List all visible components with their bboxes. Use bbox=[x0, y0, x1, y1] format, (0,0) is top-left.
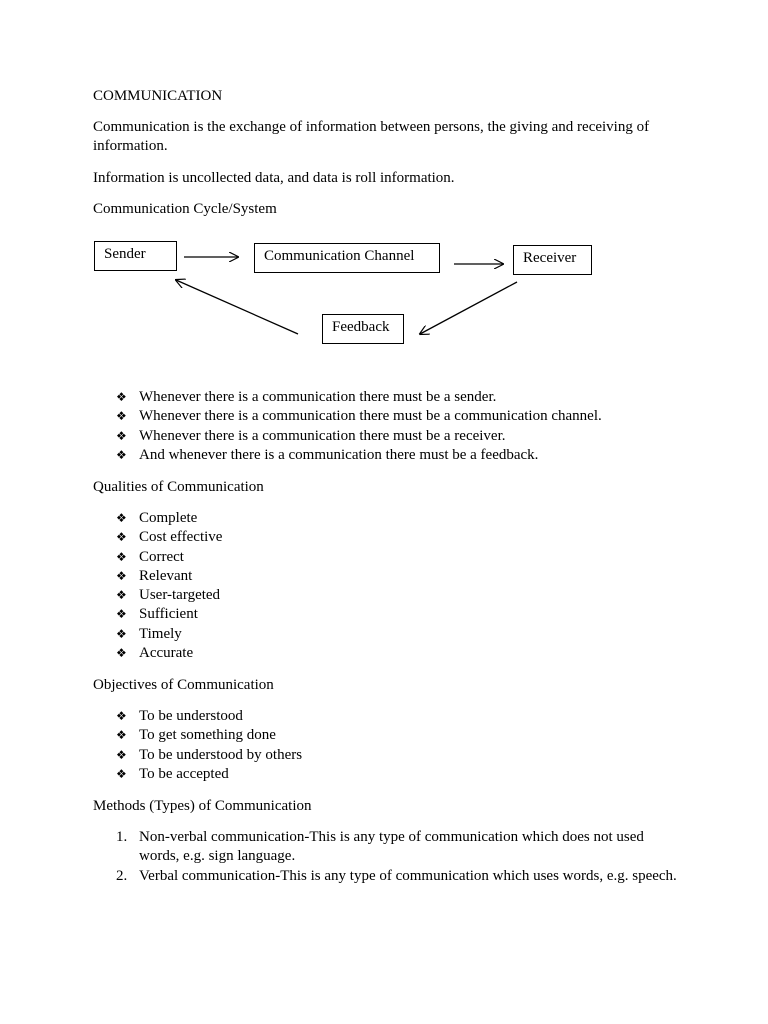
diamond-bullet-icon: ❖ bbox=[116, 428, 127, 443]
diamond-bullet-icon: ❖ bbox=[116, 568, 127, 583]
diamond-bullet-icon: ❖ bbox=[116, 447, 127, 462]
arrow-receiver-to-feedback bbox=[420, 282, 517, 334]
list-item: ❖ Accurate bbox=[93, 644, 222, 663]
list-item: ❖ Whenever there is a communication there must be a sender. bbox=[93, 388, 602, 407]
diamond-bullet-icon: ❖ bbox=[116, 607, 127, 622]
diamond-bullet-icon: ❖ bbox=[116, 409, 127, 424]
list-item: ❖ To be understood by others bbox=[93, 746, 302, 765]
list-item: ❖ Complete bbox=[93, 509, 222, 528]
objectives-heading: Objectives of Communication bbox=[93, 677, 274, 693]
list-item: ❖ To be accepted bbox=[93, 765, 302, 784]
diamond-bullet-icon: ❖ bbox=[116, 646, 127, 661]
diamond-bullet-icon: ❖ bbox=[116, 626, 127, 641]
methods-heading: Methods (Types) of Communication bbox=[93, 798, 312, 814]
arrow-feedback-to-sender bbox=[176, 280, 298, 334]
diamond-bullet-icon: ❖ bbox=[116, 766, 127, 781]
diamond-bullet-icon: ❖ bbox=[116, 390, 127, 404]
qualities-heading: Qualities of Communication bbox=[93, 479, 264, 495]
diamond-bullet-icon: ❖ bbox=[116, 747, 127, 762]
list-item: ❖ Relevant bbox=[93, 567, 222, 586]
cycle-heading: Communication Cycle/System bbox=[93, 201, 277, 217]
list-item: 2. Verbal communication-This is any type of communication which uses words, e.g. speech. bbox=[116, 867, 677, 884]
diamond-bullet-icon: ❖ bbox=[116, 530, 127, 545]
diamond-bullet-icon: ❖ bbox=[116, 588, 127, 603]
list-item: ❖ Sufficient bbox=[93, 605, 222, 624]
list-item: 1. Non-verbal communication-This is any type of communication which does not used words, e.g. sign language. bbox=[116, 829, 644, 865]
receiver-box: Receiver bbox=[513, 245, 592, 275]
list-item: ❖ User-targeted bbox=[93, 586, 222, 605]
methods-list bbox=[93, 828, 679, 886]
diamond-bullet-icon: ❖ bbox=[116, 549, 127, 564]
info-paragraph: Information is uncollected data, and data is roll information. bbox=[93, 170, 455, 186]
feedback-box: Feedback bbox=[322, 314, 404, 344]
list-item: ❖ To be understood bbox=[93, 707, 302, 726]
document-title: COMMUNICATION bbox=[93, 88, 223, 104]
list-item: ❖ Whenever there is a communication there must be a receiver. bbox=[93, 427, 602, 446]
definition-paragraph: Communication is the exchange of information between persons, the giving and receiving of information. bbox=[93, 119, 650, 154]
sender-box: Sender bbox=[94, 241, 177, 271]
list-item: ❖ Correct bbox=[93, 548, 222, 567]
objectives-list bbox=[93, 707, 302, 784]
cycle-points-list bbox=[93, 388, 602, 465]
list-item: ❖ Cost effective bbox=[93, 528, 222, 547]
qualities-list bbox=[93, 509, 222, 663]
channel-box: Communication Channel bbox=[254, 243, 440, 273]
diamond-bullet-icon: ❖ bbox=[116, 709, 127, 723]
list-item: ❖ To get something done bbox=[93, 726, 302, 745]
list-item: ❖ Timely bbox=[93, 625, 222, 644]
list-item: ❖ And whenever there is a communication there must be a feedback. bbox=[93, 446, 602, 465]
list-item: ❖ Whenever there is a communication there must be a communication channel. bbox=[93, 407, 602, 426]
diamond-bullet-icon: ❖ bbox=[116, 511, 127, 525]
diamond-bullet-icon: ❖ bbox=[116, 728, 127, 743]
